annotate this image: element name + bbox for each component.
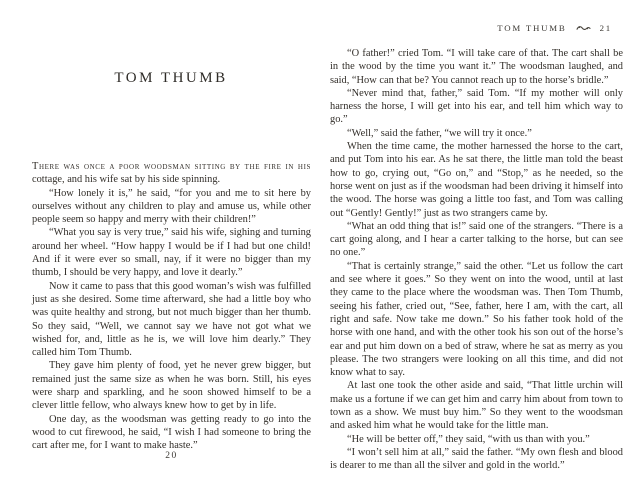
paragraph: At last one took the other aside and said, “That little urchin will make us a fortune if we can get him and carry him about from town to town as a show. We must buy him.” So they went to the woodsman and asked him what he would take for the little man. bbox=[330, 380, 623, 432]
paragraph: “O father!” cried Tom. “I will take care of that. The cart shall be in the wood by the time you want it.” The woodsman laughed, and said, “How can that be? You cannot reach up to the horse’s bridle.” bbox=[330, 48, 623, 86]
running-header-title: TOM THUMB bbox=[497, 23, 567, 33]
paragraph: “That is certainly strange,” said the other. “Let us follow the cart and see where it goes.” So they went on into the wood, until at last they came to the place where the woodsman was. Then Tom Thumb, seeing his father, cried out, “See, father, here I am, with the cart, all right and safe. Now take me down.” So his father took hold of the horse with one hand, and with the other took his son out of the horse’s ear and put him down on a bed of straw, where he sat as merry as you please. The two strangers were looking on all this time, and did not know what to say. bbox=[330, 260, 623, 379]
paragraph: They gave him plenty of food, yet he never grew bigger, but remained just the same size as when he was born. Still, his eyes were sharp and sparkling, and he soon showed himself to be a clever little fellow, who always knew how to get by in life. bbox=[32, 360, 311, 412]
right-page-text-block bbox=[330, 47, 623, 473]
paragraph: “What you say is very true,” said his wife, sighing and turning around her wheel. “How happy I would be if I had but one child! And if it were ever so small, nay, if it were no bigger than my thumb, I should be very happy, and love it dearly.” bbox=[32, 227, 311, 279]
paragraph: “Well,” said the father, “we will try it once.” bbox=[347, 127, 532, 139]
left-page-text-block bbox=[32, 160, 311, 453]
opening-small-caps: There was once a poor woodsman sitting by the fire in his bbox=[32, 161, 311, 172]
paragraph: “He will be better off,” they said, “with us than with you.” bbox=[347, 433, 590, 445]
paragraph: “Never mind that, father,” said Tom. “If my mother will only harness the horse, I will get into his ear, and tell him which way to go.” bbox=[330, 87, 623, 126]
page-number-right: 21 bbox=[599, 23, 612, 33]
opening-rest: cottage, and his wife sat by his side spinning. bbox=[32, 174, 221, 186]
swung-dash-ornament-icon bbox=[576, 24, 591, 32]
running-header bbox=[497, 23, 612, 33]
paragraph: When the time came, the mother harnessed the horse to the cart, and put Tom into his ear. As he sat there, the little man told the beast how to go, crying out, “Go on,” and “Stop,” as he needed, so the horse went on just as if the woodsman had been driving it himself into the wood. The horse was going a little too fast, and Tom was calling out “Gently! Gently!” just as two strangers came by. bbox=[330, 141, 623, 219]
chapter-title: TOM THUMB bbox=[114, 70, 228, 86]
paragraph: “How lonely it is,” he said, “for you and me to sit here by ourselves without any children to play and amuse us, while other people seem so happy and merry with their children!” bbox=[32, 187, 311, 226]
paragraph-opening bbox=[32, 160, 311, 187]
paragraph: “What an odd thing that is!” said one of the strangers. “There is a cart going along, and I hear a carter talking to the horse, but can see no one.” bbox=[330, 220, 623, 259]
paragraph: One day, as the woodsman was getting ready to go into the wood to cut firewood, he said, “I wish I had someone to bring the cart after me, for I want to make haste.” bbox=[32, 413, 311, 452]
page-number-left: 20 bbox=[165, 451, 178, 461]
right-page[interactable] bbox=[320, 0, 640, 487]
paragraph: “I won’t sell him at all,” said the father. “My own flesh and blood is dearer to me than all the silver and gold in the world.” bbox=[330, 446, 623, 472]
paragraph: Now it came to pass that this good woman’s wish was fulfilled just as she desired. Some time afterward, she had a little boy who was quite healthy and strong, but not much bigger than her thumb. So they said, “Well, we cannot say we have not got what we wished for, and, little as he is, we will love him dearly.” They called him Tom Thumb. bbox=[32, 280, 311, 359]
